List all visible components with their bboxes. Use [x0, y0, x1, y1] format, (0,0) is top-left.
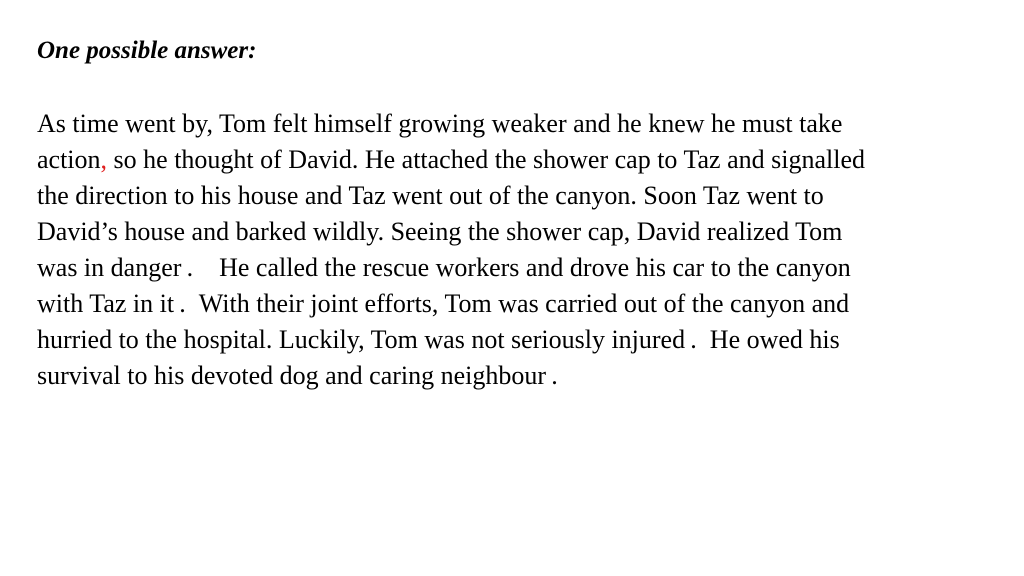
- paragraph-line-4: David’s house and barked wildly. Seeing the shower cap, David realized Tom: [37, 217, 843, 246]
- paragraph-line-8: survival to his devoted dog and caring neighbour .: [37, 361, 558, 390]
- paragraph-line-2-rest: so he thought of David. He attached the shower cap to Taz and signalled: [107, 145, 866, 174]
- paragraph-line-1: As time went by, Tom felt himself growing weaker and he knew he must take: [37, 109, 843, 138]
- paragraph-line-2: [37, 142, 1012, 178]
- paragraph-line-5: was in danger . He called the rescue workers and drove his car to the canyon: [37, 253, 851, 282]
- paragraph-line-7: hurried to the hospital. Luckily, Tom was not seriously injured . He owed his: [37, 325, 840, 354]
- paragraph-line-6: with Taz in it . With their joint efforts, Tom was carried out of the canyon and: [37, 289, 850, 318]
- answer-heading: One possible answer:: [37, 37, 257, 64]
- red-comma: ,: [100, 145, 108, 174]
- paragraph-line-2-start: action: [37, 145, 101, 174]
- paragraph-line-3: the direction to his house and Taz went out of the canyon. Soon Taz went to: [37, 181, 824, 210]
- answer-paragraph: [37, 106, 1012, 394]
